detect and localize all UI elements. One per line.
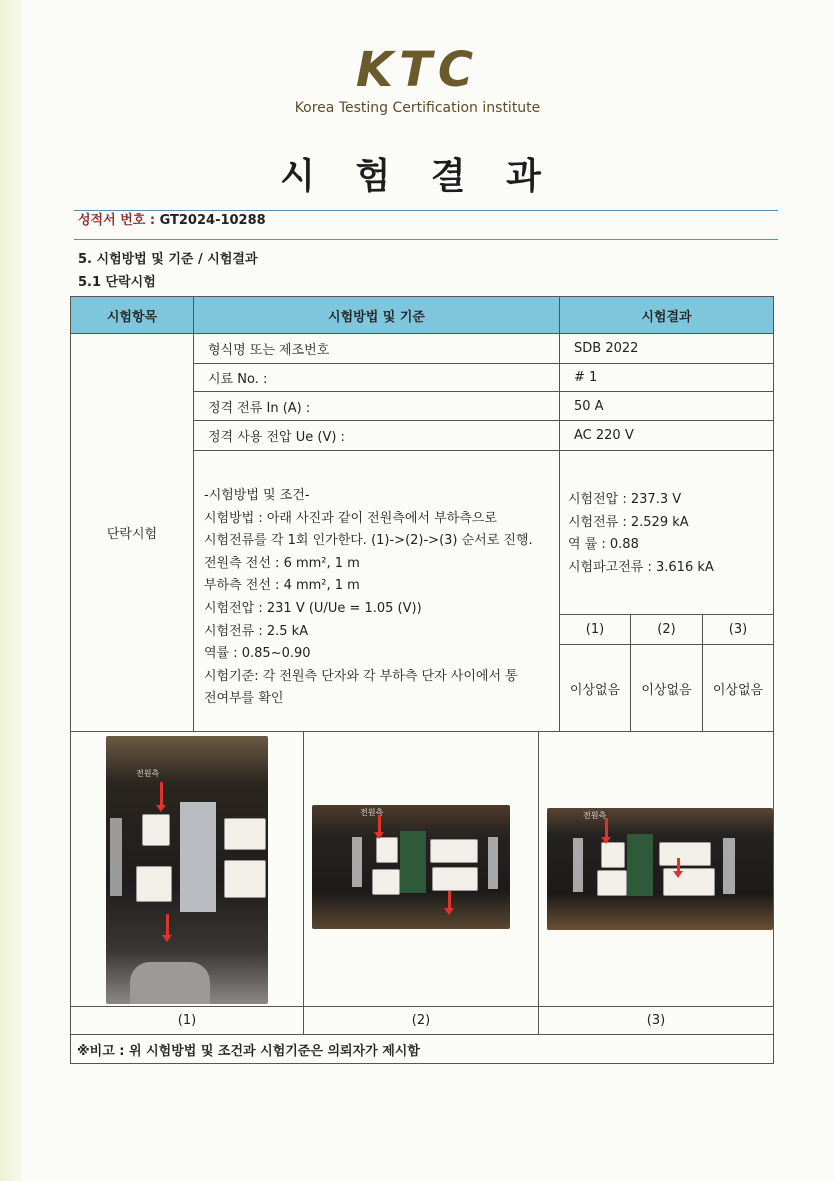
method-line: 시험기준: 각 전원측 단자와 각 부하측 단자 사이에서 통 bbox=[204, 668, 518, 684]
method-line: 전여부를 확인 bbox=[204, 691, 284, 707]
header-method: 시험방법 및 기준 bbox=[193, 297, 559, 333]
photo-2 bbox=[312, 805, 510, 929]
method-line: 역률 : 0.85~0.90 bbox=[204, 646, 311, 662]
spec-label-model: 형식명 또는 제조번호 bbox=[193, 333, 559, 363]
method-line: 시험방법 : 아래 사진과 같이 전원측에서 부하측으로 bbox=[204, 510, 497, 526]
spec-value-voltage: AC 220 V bbox=[559, 420, 773, 450]
photo-label: 전원측 bbox=[583, 811, 607, 820]
photo-cell-1 bbox=[71, 731, 303, 1006]
result-line: 시험전류 : 2.529 kA bbox=[568, 514, 689, 530]
photo-3 bbox=[547, 808, 773, 930]
case-result: 이상없음 bbox=[559, 644, 630, 731]
photo-caption: (2) bbox=[303, 1006, 538, 1034]
method-line: 전원측 전선 : 6 mm², 1 m bbox=[204, 555, 360, 571]
spec-value-model: SDB 2022 bbox=[559, 333, 773, 363]
subsection-heading: 5.1 단락시험 bbox=[78, 275, 156, 290]
spec-value-sample: # 1 bbox=[559, 363, 773, 391]
photo-cell-2 bbox=[303, 731, 538, 1006]
photo-caption: (3) bbox=[538, 1006, 773, 1034]
photo-label: 전원측 bbox=[136, 769, 160, 778]
method-line: 부하측 전선 : 4 mm², 1 m bbox=[204, 578, 360, 594]
spec-label-current: 정격 전류 In (A) : bbox=[193, 391, 559, 420]
spec-label-sample: 시료 No. : bbox=[193, 363, 559, 391]
spec-value-current: 50 A bbox=[559, 391, 773, 420]
result-table bbox=[70, 296, 774, 1064]
ktc-logo bbox=[0, 42, 835, 116]
document-title: 시 험 결 과 bbox=[280, 156, 555, 197]
case-label: (3) bbox=[702, 614, 773, 644]
test-method-block bbox=[193, 450, 559, 731]
divider-bottom bbox=[74, 239, 778, 240]
photo-cell-3 bbox=[538, 731, 773, 1006]
method-line: -시험방법 및 조건- bbox=[204, 488, 310, 503]
result-line: 시험파고전류 : 3.616 kA bbox=[568, 559, 714, 575]
header-result: 시험결과 bbox=[559, 297, 773, 333]
method-line: 시험전류 : 2.5 kA bbox=[204, 623, 309, 639]
spec-label-voltage: 정격 사용 전압 Ue (V) : bbox=[193, 420, 559, 450]
method-line: 시험전류를 각 1회 인가한다. (1)->(2)->(3) 순서로 진행. bbox=[204, 533, 533, 549]
report-number bbox=[78, 209, 266, 228]
report-number-value: GT2024-10288 bbox=[159, 213, 266, 228]
report-number-label: 성적서 번호 : bbox=[78, 213, 156, 228]
test-item-name: 단락시험 bbox=[71, 333, 193, 731]
result-line: 역 률 : 0.88 bbox=[568, 537, 639, 553]
logo-mark: KTC bbox=[355, 42, 480, 98]
case-result: 이상없음 bbox=[702, 644, 773, 731]
result-line: 시험전압 : 237.3 V bbox=[568, 492, 682, 507]
case-label: (2) bbox=[630, 614, 702, 644]
case-label: (1) bbox=[559, 614, 630, 644]
photo-1 bbox=[106, 736, 268, 1004]
section-heading: 5. 시험방법 및 기준 / 시험결과 bbox=[78, 252, 258, 267]
measured-results bbox=[559, 450, 773, 614]
photo-label: 전원측 bbox=[360, 808, 384, 817]
case-result: 이상없음 bbox=[630, 644, 702, 731]
remark-note: ※비고 : 위 시험방법 및 조건과 시험기준은 의뢰자가 제시함 bbox=[71, 1034, 773, 1063]
logo-subtitle: Korea Testing Certification institute bbox=[294, 100, 541, 116]
header-test-item: 시험항목 bbox=[71, 297, 193, 333]
photo-caption: (1) bbox=[71, 1006, 303, 1034]
method-line: 시험전압 : 231 V (U/Ue = 1.05 (V)) bbox=[204, 600, 422, 616]
